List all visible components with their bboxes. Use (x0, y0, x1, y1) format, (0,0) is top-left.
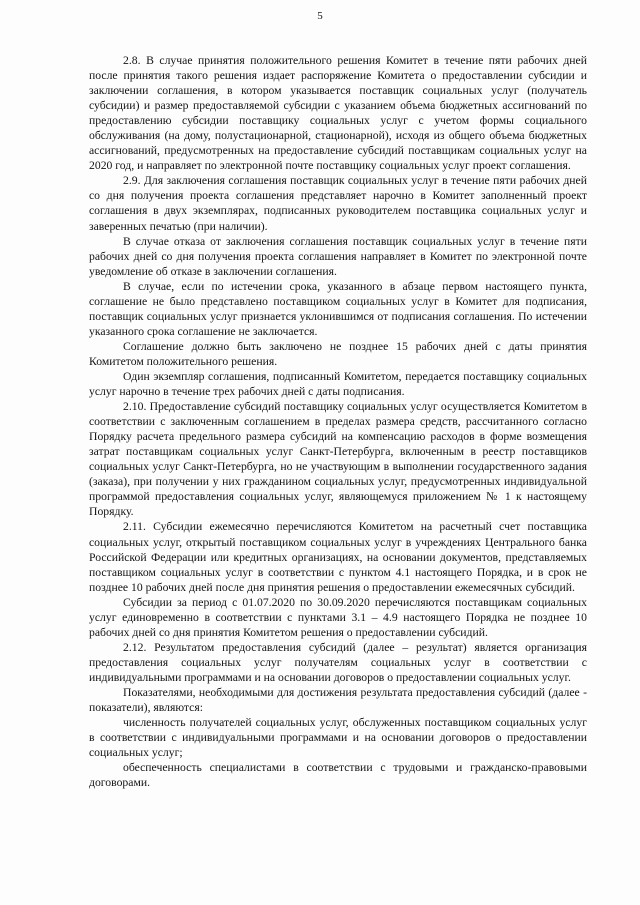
page-number: 5 (317, 10, 323, 22)
paragraph-evasion: В случае, если по истечении срока, указанного в абзаце первом настоящего пункта, соглашение не было представлено поставщиком социальных услуг в Комитет для подписания, поставщик социальных услуг признается уклонившимся от подписания соглашения. По истечении указанного срока соглашение не заключается. (89, 279, 587, 338)
paragraph-2-9: 2.9. Для заключения соглашения поставщик социальных услуг в течение пяти рабочих дней со дня получения проекта соглашения представляет нарочно в Комитет заполненный проект соглашения в двух экземплярах, подписанных руководителем поставщика социальных услуг и заверенных печатью (при наличии). (89, 174, 587, 233)
document-body (89, 53, 587, 790)
paragraph-indicator-recipients: численность получателей социальных услуг, обслуженных поставщиком социальных услуг в соответствии с индивидуальными программами и на основании договоров о предоставлении социальных услуг; (89, 716, 587, 760)
paragraph-deadline: Соглашение должно быть заключено не позднее 15 рабочих дней с даты принятия Комитетом положительного решения. (89, 339, 587, 368)
paragraph-refusal: В случае отказа от заключения соглашения поставщик социальных услуг в течение пяти рабочих дней со дня получения проекта соглашения направляет в Комитет по электронной почте уведомление об отказе в заключении соглашения. (89, 234, 587, 278)
paragraph-copy-transfer: Один экземпляр соглашения, подписанный Комитетом, передается поставщику социальных услуг нарочно в течение трех рабочих дней с даты подписания. (89, 369, 587, 399)
paragraph-indicators: Показателями, необходимыми для достижения результата предоставления субсидий (далее - показатели), являются: (89, 685, 587, 715)
paragraph-period-subsidies: Субсидии за период с 01.07.2020 по 30.09.2020 перечисляются поставщикам социальных услуг единовременно в соответствии с пунктами 3.1 – 4.9 настоящего Порядка не позднее 10 рабочих дней со дня принятия Комитетом решения о предоставлении субсидий. (89, 595, 587, 639)
paragraph-indicator-staffing: обеспеченность специалистами в соответствии с трудовыми и гражданско-правовыми договорами. (89, 761, 587, 790)
paragraph-2-12: 2.12. Результатом предоставления субсидий (далее – результат) является организация предоставления социальных услуг получателям социальных услуг в соответствии с индивидуальными программами и на основании договоров о предоставлении социальных услуг. (89, 640, 587, 684)
paragraph-2-8: 2.8. В случае принятия положительного решения Комитет в течение пяти рабочих дней после принятия такого решения издает распоряжение Комитета о предоставлении субсидии и заключении соглашения, в котором указывается поставщик социальных услуг (получатель субсидии) и размер предоставляемой субсидии с указанием объема бюджетных ассигнований по предоставлению субсидии поставщику социальных услуг с учетом формы социального обслуживания (на дому, полустационарной, стационарной), исходя из общего объема бюджетных ассигнований, предусмотренных на предоставление субсидий поставщикам социальных услуг на 2020 год, и направляет по электронной почте поставщику социальных услуг проект соглашения. (89, 54, 587, 173)
paragraph-2-11: 2.11. Субсидии ежемесячно перечисляются Комитетом на расчетный счет поставщика социальных услуг, открытый поставщиком социальных услуг в учреждениях Центрального банка Российской Федерации или кредитных организациях, на основании документов, представляемых поставщиком социальных услуг в соответствии с пунктом 4.1 настоящего Порядка, и в срок не позднее 10 рабочих дней после дня принятия решения о предоставлении ежемесячных субсидий. (89, 520, 587, 594)
paragraph-2-10: 2.10. Предоставление субсидий поставщику социальных услуг осуществляется Комитетом в соответствии с заключенным соглашением в пределах размера средств, рассчитанного согласно Порядку расчета предельного размера субсидий на компенсацию расходов в форме возмещения затрат поставщикам социальных услуг Санкт-Петербурга, включенным в реестр поставщиков социальных услуг Санкт-Петербурга, но не участвующим в выполнении государственного задания (заказа), при получении у них гражданином социальных услуг, предусмотренных индивидуальной программой предоставления социальных услуг, являющемуся приложением № 1 к настоящему Порядку. (89, 400, 587, 519)
